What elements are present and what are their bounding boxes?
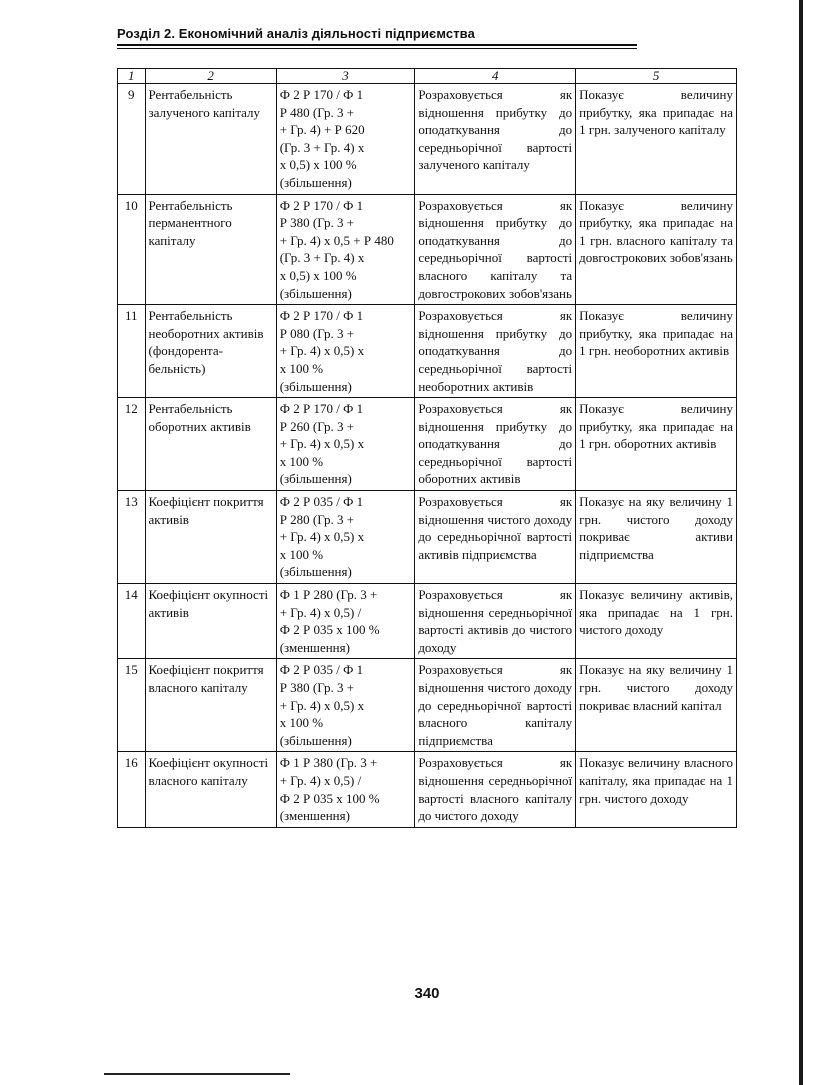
row-number: 10 xyxy=(118,194,146,305)
formula-line: (Гр. 3 + Гр. 4) х xyxy=(279,139,365,155)
formula-cell xyxy=(276,584,415,659)
row-number: 12 xyxy=(118,398,146,491)
formula-line: + Гр. 4) х 0,5) х xyxy=(279,697,365,713)
formula-line: Ф 2 Р 035 / Ф 1 xyxy=(279,494,364,510)
formula-line: Р 480 (Гр. 3 + xyxy=(279,104,355,120)
table-row xyxy=(118,491,737,584)
formula-line: х 100 % xyxy=(279,546,324,562)
meaning-description: Показує на яку величину 1 грн. чистого доходу покриває власний капітал xyxy=(576,659,737,752)
formula-cell xyxy=(276,491,415,584)
calculation-description: Розраховується як відношення прибутку до оподаткування до середньорічної вартості власного капіталу та довгострокових зобов'язань xyxy=(415,194,576,305)
formula-line: х 0,5) х 100 % xyxy=(279,157,357,173)
formula-line: Ф 2 Р 170 / Ф 1 xyxy=(279,87,364,102)
formula-line: (збільшення) xyxy=(279,378,352,394)
calculation-description: Розраховується як відношення прибутку до оподаткування до середньорічної вартості оборотних активів xyxy=(415,398,576,491)
header-rule xyxy=(117,44,637,46)
calculation-description: Розраховується як відношення середньорічної вартості активів до чистого доходу xyxy=(415,584,576,659)
formula-line: х 0,5) х 100 % xyxy=(279,267,357,283)
page-header-title: Розділ 2. Економічний аналіз діяльності підприємства xyxy=(117,26,475,41)
row-number: 16 xyxy=(118,752,146,827)
formula-line: Ф 2 Р 035 х 100 % xyxy=(279,622,380,638)
formula-line: (зменшення) xyxy=(279,639,350,655)
formula-line: Р 280 (Гр. 3 + xyxy=(279,511,355,527)
indicator-name: Коефіцієнт покриття активів xyxy=(145,491,276,584)
formula-line: + Гр. 4) х 0,5) х xyxy=(279,529,365,545)
calculation-description: Розраховується як відношення прибутку до оподаткування до середньорічної вартості необоротних активів xyxy=(415,305,576,398)
table-row xyxy=(118,659,737,752)
calculation-description: Розраховується як відношення прибутку до оподаткування до середньорічної вартості залученого капіталу xyxy=(415,84,576,195)
formula-line: х 100 % xyxy=(279,360,324,376)
formula-line: Р 260 (Гр. 3 + xyxy=(279,418,355,434)
calculation-description: Розраховується як відношення чистого доходу до середньорічної вартості власного капіталу підприємства xyxy=(415,659,576,752)
table-row xyxy=(118,752,737,827)
formula-line: Ф 1 Р 380 (Гр. 3 + xyxy=(279,755,378,771)
formula-line: х 100 % xyxy=(279,453,324,469)
column-number-row xyxy=(118,69,737,84)
meaning-description: Показує величину прибутку, яка припадає на 1 грн. залученого капіталу xyxy=(576,84,737,195)
indicator-name: Коефіцієнт покриття власного капіталу xyxy=(145,659,276,752)
formula-cell xyxy=(276,398,415,491)
row-number: 14 xyxy=(118,584,146,659)
row-number: 9 xyxy=(118,84,146,195)
formula-line: + Гр. 4) х 0,5 + Р 480 xyxy=(279,232,394,248)
table-row xyxy=(118,84,737,195)
formula-cell xyxy=(276,305,415,398)
formula-line: х 100 % xyxy=(279,715,324,731)
formula-line: Ф 2 Р 170 / Ф 1 xyxy=(279,197,364,213)
table-row xyxy=(118,305,737,398)
formula-line: (збільшення) xyxy=(279,732,352,748)
indicator-name: Рентабельність перманентного капіталу xyxy=(145,194,276,305)
column-number: 1 xyxy=(118,69,146,84)
meaning-description: Показує величину прибутку, яка припадає на 1 грн. необоротних активів xyxy=(576,305,737,398)
formula-line: + Гр. 4) х 0,5) х xyxy=(279,436,365,452)
column-number: 3 xyxy=(276,69,415,84)
page-edge-border xyxy=(799,0,803,1085)
formula-line: Ф 2 Р 170 / Ф 1 xyxy=(279,401,364,417)
formula-line: + Гр. 4) + Р 620 xyxy=(279,122,365,138)
indicators-table xyxy=(117,68,737,828)
indicator-name: Коефіцієнт окупності активів xyxy=(145,584,276,659)
formula-line: (збільшення) xyxy=(279,285,352,301)
formula-line: (збільшення) xyxy=(279,174,352,190)
indicators-table-body xyxy=(118,69,737,828)
formula-line: (зменшення) xyxy=(279,808,350,824)
formula-line: Р 380 (Гр. 3 + xyxy=(279,680,355,695)
formula-line: (збільшення) xyxy=(279,471,352,487)
formula-cell xyxy=(276,84,415,195)
formula-line: Ф 2 Р 170 / Ф 1 xyxy=(279,308,364,324)
meaning-description: Показує величину прибутку, яка припадає на 1 грн. власного капіталу та довгострокових зобов'язань xyxy=(576,194,737,305)
formula-line: Ф 2 Р 035 / Ф 1 xyxy=(279,662,364,678)
calculation-description: Розраховується як відношення чистого доходу до середньорічної вартості активів підприємства xyxy=(415,491,576,584)
formula-line: Р 380 (Гр. 3 + xyxy=(279,215,355,231)
indicator-name: Рентабельність залученого капіталу xyxy=(145,84,276,195)
meaning-description: Показує на яку величину 1 грн. чистого доходу покриває активи підприємства xyxy=(576,491,737,584)
formula-cell xyxy=(276,659,415,752)
column-number: 5 xyxy=(576,69,737,84)
formula-line: Ф 2 Р 035 х 100 % xyxy=(279,790,380,806)
meaning-description: Показує величину власного капіталу, яка припадає на 1 грн. чистого доходу xyxy=(576,752,737,827)
formula-cell xyxy=(276,752,415,827)
page-number: 340 xyxy=(414,985,440,1002)
formula-line: Ф 1 Р 280 (Гр. 3 + xyxy=(279,587,378,603)
table-row xyxy=(118,194,737,305)
indicator-name: Коефіцієнт окупності власного капіталу xyxy=(145,752,276,827)
formula-line: + Гр. 4) х 0,5) х xyxy=(279,343,365,359)
meaning-description: Показує величину активів, яка припадає на 1 грн. чистого доходу xyxy=(576,584,737,659)
column-number: 4 xyxy=(415,69,576,84)
table-row xyxy=(118,584,737,659)
footnote-rule xyxy=(104,1073,290,1075)
indicator-name: Рентабельність оборотних активів xyxy=(145,398,276,491)
row-number: 15 xyxy=(118,659,146,752)
row-number: 13 xyxy=(118,491,146,584)
header-rule-secondary xyxy=(117,48,637,49)
formula-line: (збільшення) xyxy=(279,564,352,580)
formula-line: Р 080 (Гр. 3 + xyxy=(279,325,355,341)
row-number: 11 xyxy=(118,305,146,398)
formula-line: + Гр. 4) х 0,5) / xyxy=(279,772,362,788)
formula-line: + Гр. 4) х 0,5) / xyxy=(279,604,362,620)
formula-line: (Гр. 3 + Гр. 4) х xyxy=(279,250,365,266)
column-number: 2 xyxy=(145,69,276,84)
formula-cell xyxy=(276,194,415,305)
indicator-name: Рентабельність необоротних активів (фондорента-бельність) xyxy=(145,305,276,398)
table-row xyxy=(118,398,737,491)
meaning-description: Показує величину прибутку, яка припадає на 1 грн. оборотних активів xyxy=(576,398,737,491)
calculation-description: Розраховується як відношення середньорічної вартості власного капіталу до чистого доходу xyxy=(415,752,576,827)
